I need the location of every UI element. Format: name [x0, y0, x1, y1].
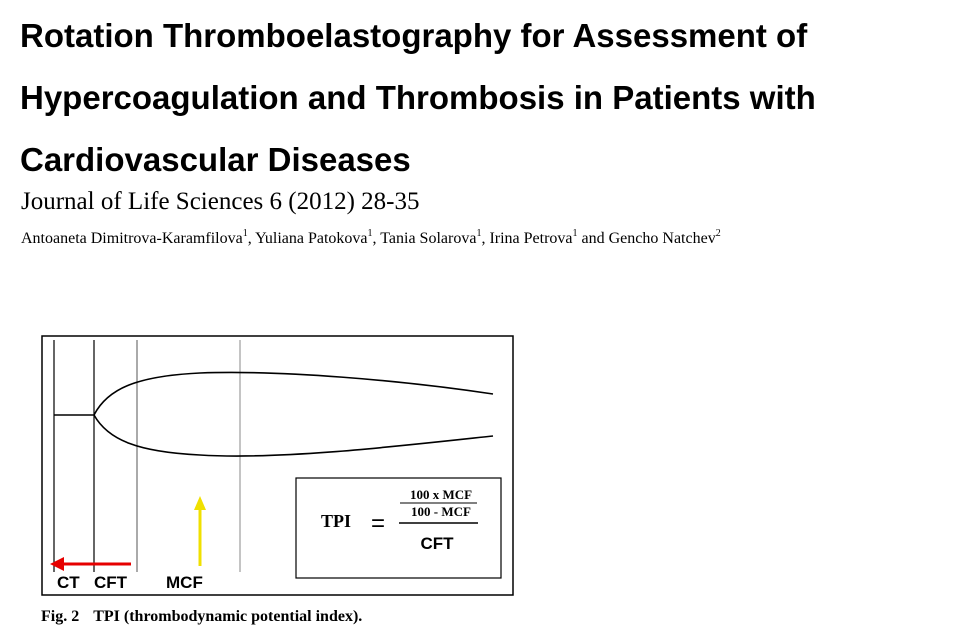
paper-title-line-2: Hypercoagulation and Thrombosis in Patients with	[20, 79, 816, 116]
author-affiliation: 2	[715, 228, 721, 239]
paper-title-line-3: Cardiovascular Diseases	[20, 141, 411, 178]
formula-numerator-top: 100 x MCF	[409, 487, 473, 502]
author-name: Tania Solarova	[380, 230, 477, 247]
formula-numerator-bottom: 100 - MCF	[411, 504, 471, 519]
author-affiliation: 1	[242, 228, 248, 239]
author-name: Yuliana Patokova	[255, 230, 368, 247]
mcf-label: MCF	[166, 573, 203, 592]
author-name: Antoaneta Dimitrova-Karamfilova	[21, 230, 243, 247]
journal-citation: Journal of Life Sciences 6 (2012) 28-35	[21, 188, 420, 215]
formula-tpi-label: TPI	[321, 511, 352, 531]
figure-caption	[41, 606, 362, 628]
author-separator: ,	[372, 230, 381, 247]
author-name: Gencho Natchev	[608, 230, 716, 247]
author-separator: and	[577, 230, 609, 247]
formula-equals-sign: =	[371, 510, 386, 537]
author-affiliation: 1	[367, 228, 373, 239]
author-affiliation: 1	[572, 228, 578, 239]
author-separator: ,	[481, 230, 490, 247]
figure-caption-number: Fig. 2	[41, 608, 80, 625]
author-affiliation: 1	[476, 228, 482, 239]
paper-title-line-1: Rotation Thromboelastography for Assessment of	[20, 17, 808, 54]
cft-label: CFT	[94, 573, 128, 592]
author-separator: ,	[247, 230, 256, 247]
formula-denominator: CFT	[420, 534, 454, 553]
figure-caption-text: TPI (thrombodynamic potential index).	[93, 608, 363, 625]
author-name: Irina Petrova	[489, 230, 573, 247]
ct-label: CT	[57, 573, 80, 592]
